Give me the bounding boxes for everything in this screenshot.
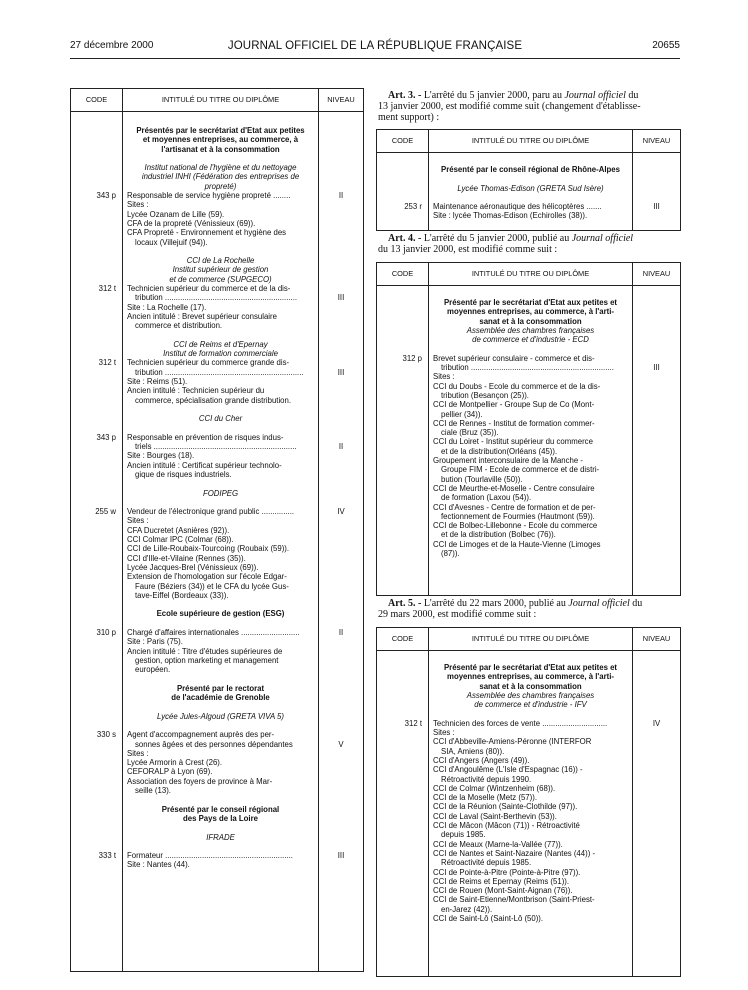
entry-line: Extension de l'homologation sur l'école Edgar- [127, 572, 287, 582]
entry-level: V [338, 739, 344, 749]
article-5-text [378, 598, 680, 620]
entry-line: (87)). [441, 549, 460, 559]
entry-line: CCI de Reims et Epernay (Reims (51)). [433, 876, 570, 886]
entry-line: CCI de Mâcon (Mâcon (71)) - Rétroactivité [433, 821, 580, 831]
entry-line: CCI de Limoges et de la Haute-Vienne (Limoges [433, 539, 601, 549]
entry-line: Site : Reims (51). [127, 377, 188, 387]
entry-line [127, 247, 314, 256]
entry-code: 253 r [404, 202, 422, 212]
entry-line: Ancien intitulé : Brevet supérieur consulaire [127, 311, 277, 321]
entry-line: Lycée Thomas-Edison (GRETA Sud Isère) [457, 183, 604, 193]
header-rule [70, 58, 680, 59]
title-column-header: INTITULÉ DU TITRE OU DIPLÔME [429, 263, 633, 286]
entry-level: III [653, 363, 660, 373]
entry-line: CCI d'Abbeville-Amiens-Péronne (INTERFOR [433, 737, 592, 747]
entry-line: Site : La Rochelle (17). [127, 302, 207, 312]
left-diploma-table [70, 88, 364, 972]
entry-line: CCI de Nantes et Saint-Nazaire (Nantes (44)) - [433, 848, 596, 858]
entry-code: 312 t [404, 718, 422, 728]
entry-line: SIA, Amiens (80)). [441, 746, 505, 756]
entry-level: III [653, 202, 660, 212]
entry-code: 255 w [95, 507, 116, 517]
entry-line [433, 344, 628, 353]
entry-line: Lycée Jacques-Brel (Vénissieux (69)). [127, 562, 259, 572]
article-3-text-b: du [625, 90, 639, 101]
title-cell [429, 286, 633, 596]
entry-line: l'artisanat et à la consommation [161, 144, 280, 154]
entry-line: CCI de Meurthe-et-Moselle - Centre consulaire [433, 483, 595, 493]
entry-line: Institut national de l'hygiène et du nettoyage [144, 163, 297, 173]
entry-line: Institut de formation commerciale [163, 349, 278, 359]
level-cell [319, 112, 364, 972]
entry-line: CCI de Colmar (Wintzenheim (68)). [433, 783, 556, 793]
entry-line: CCI de Saint-Lô (Saint-Lô (50)). [433, 914, 544, 924]
article-3-journal: Journal officiel [564, 90, 626, 101]
entry-level: III [337, 293, 345, 303]
code-column-header: CODE [377, 263, 429, 286]
entry-line: Présenté par le conseil régional [161, 804, 280, 814]
entry-level: II [338, 628, 344, 638]
code-column-header: CODE [71, 89, 123, 112]
title-cell [429, 651, 633, 977]
entry-line: tribution .................................................................. [441, 363, 614, 373]
entry-line: Sites : [433, 372, 455, 382]
entry-line: Sites : [127, 748, 149, 758]
entry-line [127, 331, 314, 340]
entry-line [127, 842, 314, 851]
entry-line: Assemblée des chambres françaises [466, 690, 595, 700]
code-cell [377, 651, 429, 977]
page-header [70, 40, 680, 56]
article-5-journal: Journal officiel [568, 598, 630, 609]
entry-line: CCI de Rouen (Mont-Saint-Aignan (76)). [433, 886, 573, 896]
entry-level: III [337, 851, 345, 861]
article-4-label: Art. 4. - [388, 233, 422, 244]
article-3-table [376, 129, 681, 231]
entry-line: Technicien des forces de vente .............................. [433, 718, 608, 728]
entry-line: Présenté par le rectorat [176, 683, 265, 693]
entry-line: CCI d'Angoulême (L'Isle d'Espagnac (16)) - [433, 765, 583, 775]
article-3-text [378, 90, 680, 123]
entry-line: Présenté par le conseil régional de Rhône-Alpes [441, 165, 620, 174]
entry-line [127, 702, 314, 711]
entry-line: gestion, option marketing et management [135, 655, 279, 665]
entry-line [127, 424, 314, 433]
entry-code: 333 t [98, 851, 116, 861]
entry-line: CCI de Meaux (Marne-la-Vallée (77)). [433, 839, 563, 849]
entry-line: Ancien intitulé : Titre d'études supérieures de [127, 646, 283, 656]
entry-line: européen. [135, 665, 171, 675]
entry-line: moyennes entreprises, au commerce, à l'arti- [447, 307, 614, 317]
entry-level: IV [337, 507, 345, 517]
entry-line [127, 405, 314, 414]
entry-line: et de la distribution (Bolbec (76)). [441, 530, 556, 540]
entry-line: fectionnement de Fourmies (Hautmont (59)). [441, 511, 595, 521]
entry-line: propreté) [204, 181, 237, 191]
entry-code: 312 p [402, 353, 422, 363]
entry-line: commerce et distribution. [135, 321, 223, 331]
article-5-label: Art. 5. - [388, 598, 422, 609]
entry-line: tribution (Besançon (25)). [441, 390, 529, 400]
entry-line: Association des foyers de province à Mar- [127, 776, 273, 786]
article-5-text-b: du [629, 598, 643, 609]
entry-level: IV [652, 718, 661, 728]
entry-line: CCI de Rennes - Institut de formation commer- [433, 418, 595, 428]
entry-line: Technicien supérieur du commerce et de la dis- [127, 284, 291, 294]
entry-line: industriel INHI (Fédération des entreprises de [141, 172, 300, 182]
article-4-text [378, 233, 680, 255]
article-4-text-a: L'arrêté du 5 janvier 2000, publié au [421, 233, 572, 244]
entry-line: CCI de Laval (Saint-Berthevin (53)). [433, 811, 557, 821]
title-column-header: INTITULÉ DU TITRE OU DIPLÔME [429, 628, 633, 651]
entry-line: de formation (Laxou (54)). [441, 493, 532, 503]
entry-line: Lycée Armorin à Crest (26). [127, 758, 223, 768]
entry-line: CEFORALP à Lyon (69). [127, 767, 213, 777]
entry-line: Site : Nantes (44). [127, 860, 190, 870]
entry-code: 330 s [96, 730, 116, 740]
entry-line: de commerce et d'industrie - ECD [472, 335, 589, 345]
entry-line: CCI de la Réunion (Sainte-Clothilde (97)). [433, 802, 578, 812]
entry-line: CFA de la propreté (Vénissieux (69)). [127, 218, 256, 228]
entry-line: locaux (Villejuif (94)). [135, 237, 208, 247]
entry-line: et de la distribution(Orléans (45)). [441, 446, 558, 456]
entry-line: sanat et à la consommation [479, 316, 582, 326]
article-3-label: Art. 3. - [388, 90, 422, 101]
entry-line [433, 193, 628, 202]
title-column-header: INTITULÉ DU TITRE OU DIPLÔME [429, 130, 633, 153]
entry-line: Responsable de service hygiène propreté ........ [127, 191, 291, 201]
entry-line [127, 498, 314, 507]
article-3-text-a: L'arrêté du 5 janvier 2000, paru au [421, 90, 565, 101]
entry-level: II [338, 442, 344, 452]
entry-line: CCI du Doubs - Ecole du commerce et de la dis- [433, 381, 601, 391]
entry-line: en-Jarez (42)). [441, 904, 493, 914]
entry-line: Lycée Ozanam de Lille (59). [127, 209, 225, 219]
entry-code: 312 t [98, 284, 116, 294]
entry-line: ciale (Bruz (35)). [441, 428, 499, 438]
article-5-table [376, 627, 681, 977]
level-column-header: NIVEAU [319, 89, 364, 112]
entry-line [433, 174, 628, 183]
entry-line: Agent d'accompagnement auprès des per- [127, 730, 275, 740]
entry-line: CCI de Lille-Roubaix-Tourcoing (Roubaix (59)). [127, 544, 290, 554]
code-cell [377, 286, 429, 596]
entry-line: CFA Propreté - Environnement et hygiène des [127, 228, 287, 238]
entry-line [127, 619, 314, 628]
entry-line: triels .................................................................. [135, 442, 297, 452]
issue-date: 27 décembre 2000 [70, 40, 154, 51]
entry-line: Rétroactivité depuis 1985. [441, 858, 532, 868]
entry-level: III [337, 367, 345, 377]
entry-line: tribution ............................................................. [135, 293, 298, 303]
entry-line: Maintenance aéronautique des hélicoptères ....... [433, 202, 602, 212]
code-cell [71, 112, 123, 972]
entry-line [127, 795, 314, 804]
entry-level: II [338, 191, 344, 201]
entry-code: 312 t [98, 358, 116, 368]
entry-code: 310 p [96, 628, 116, 638]
level-cell [633, 153, 681, 231]
entry-line: Faure (Béziers (34)) et le CFA du lycée Gus- [135, 581, 289, 591]
entry-line: Rétroactivité depuis 1990. [441, 774, 532, 784]
entry-line: CCI de Bolbec-Lillebonne - Ecole du commerce [433, 521, 598, 531]
entry-line: seille (13). [135, 786, 171, 796]
entry-line: CCI de Montpellier - Groupe Sup de Co (Mont- [433, 400, 595, 410]
entry-line: Assemblée des chambres françaises [466, 325, 595, 335]
entry-line [127, 675, 314, 684]
entry-code: 343 p [96, 191, 116, 201]
level-column-header: NIVEAU [633, 263, 681, 286]
entry-code: 343 p [96, 432, 116, 442]
journal-title: JOURNAL OFFICIEL DE LA RÉPUBLIQUE FRANÇAISE [227, 40, 523, 52]
entry-line: CCI d'Angers (Angers (49)). [433, 755, 530, 765]
entry-line: Responsable en prévention de risques indus- [127, 432, 284, 442]
entry-line: commerce, spécialisation grande distribution. [135, 395, 292, 405]
entry-line: Ancien intitulé : Technicien supérieur du [127, 386, 265, 396]
entry-line [127, 721, 314, 730]
entry-line: Site : lycée Thomas-Edison (Echirolles (38)). [433, 211, 588, 221]
entry-line: CFA Ducretet (Asnières (92)). [127, 525, 230, 535]
article-3-line3: ment support) : [378, 112, 440, 123]
entry-line: sonnes âgées et des personnes dépendantes [135, 739, 293, 749]
entry-line: Présentés par le secrétariat d'Etat aux petites [136, 126, 305, 135]
title-cell [123, 112, 319, 972]
code-cell [377, 153, 429, 231]
entry-line: CCI du Loiret - Institut supérieur du commerce [433, 437, 593, 447]
entry-line: Sites : [127, 516, 149, 526]
entry-line: Présenté par le secrétariat d'Etat aux petites et [443, 663, 618, 672]
entry-line: FODIPEG [202, 488, 239, 498]
article-4-line2: du 13 janvier 2000, est modifié comme suit : [378, 244, 558, 255]
entry-line [127, 823, 314, 832]
article-5-text-a: L'arrêté du 22 mars 2000, publié au [421, 598, 569, 609]
entry-line: Groupement interconsulaire de la Manche - [433, 456, 583, 466]
code-column-header: CODE [377, 130, 429, 153]
entry-line: Institut supérieur de gestion [172, 265, 269, 275]
entry-line [127, 600, 314, 609]
level-cell [633, 651, 681, 977]
entry-line: CCI de Saint-Etienne/Montbrison (Saint-Priest- [433, 895, 595, 905]
entry-line [433, 709, 628, 718]
level-cell [633, 286, 681, 596]
entry-line: et moyennes entreprises, au commerce, à [142, 135, 299, 145]
level-column-header: NIVEAU [633, 628, 681, 651]
entry-line: CCI d'Avesnes - Centre de formation et de per- [433, 502, 596, 512]
entry-line: de l'académie de Grenoble [171, 693, 270, 703]
page-number: 20655 [652, 40, 680, 51]
article-3-line2: 13 janvier 2000, est modifié comme suit (changement d'établisse- [378, 101, 641, 112]
entry-line: Sites : [127, 200, 149, 210]
entry-line: Ecole supérieure de gestion (ESG) [156, 609, 285, 619]
title-cell [429, 153, 633, 231]
article-4-table [376, 262, 681, 596]
entry-line: bution (Tourlaville (50)). [441, 474, 523, 484]
entry-line: gique de risques industriels. [135, 469, 232, 479]
level-column-header: NIVEAU [633, 130, 681, 153]
entry-line: tribution ................................................................ [135, 367, 304, 377]
entry-line: IFRADE [206, 832, 235, 842]
entry-line: Brevet supérieur consulaire - commerce et dis- [433, 353, 595, 363]
entry-line: sanat et à la consommation [479, 681, 582, 691]
entry-line: CCI d'Ille-et-Vilaine (Rennes (35)). [127, 553, 246, 563]
entry-line: Lycée Jules-Algoud (GRETA VIVA 5) [157, 711, 284, 721]
entry-line: moyennes entreprises, au commerce, à l'arti- [447, 672, 614, 682]
entry-line: CCI de la Moselle (Metz (57)). [433, 793, 537, 803]
entry-line: Site : Bourges (18). [127, 451, 195, 461]
entry-line: Groupe FIM - Ecole de commerce et de distri- [441, 465, 600, 475]
entry-line [127, 154, 314, 163]
entry-line: Sites : [433, 728, 455, 738]
entry-line: Vendeur de l'électronique grand public ............... [127, 507, 295, 517]
entry-line [127, 479, 314, 488]
article-5-line2: 29 mars 2000, est modifié comme suit : [378, 609, 537, 620]
entry-line: Présenté par le secrétariat d'Etat aux petites et [443, 298, 618, 307]
entry-line: Site : Paris (75). [127, 637, 183, 647]
entry-line: CCI de Pointe-à-Pitre (Pointe-à-Pitre (97)). [433, 867, 581, 877]
entry-line: Ancien intitulé : Certificat supérieur technolo- [127, 460, 282, 470]
entry-line: Technicien supérieur du commerce grande dis- [127, 358, 290, 368]
entry-line: CCI de La Rochelle [186, 256, 255, 266]
entry-line: Formateur ........................................................... [127, 851, 293, 861]
entry-line: tave-Eiffel (Bordeaux (33)). [135, 590, 229, 600]
entry-line: CCI du Cher [198, 414, 243, 424]
entry-line: pellier (34)). [441, 409, 483, 419]
entry-line: Chargé d'affaires internationales ........................... [127, 628, 300, 638]
article-4-journal: Journal officiel [571, 233, 634, 244]
entry-line: et de commerce (SUPGECO) [169, 274, 272, 284]
title-column-header: INTITULÉ DU TITRE OU DIPLÔME [123, 89, 319, 112]
entry-line: depuis 1985. [441, 830, 486, 840]
entry-line: des Pays de la Loire [183, 813, 258, 823]
code-column-header: CODE [377, 628, 429, 651]
entry-line: CCI de Reims et d'Epernay [173, 339, 268, 349]
entry-line: de commerce et d'industrie - IFV [474, 700, 587, 710]
entry-line: CCI Colmar IPC (Colmar (68)). [127, 535, 234, 545]
